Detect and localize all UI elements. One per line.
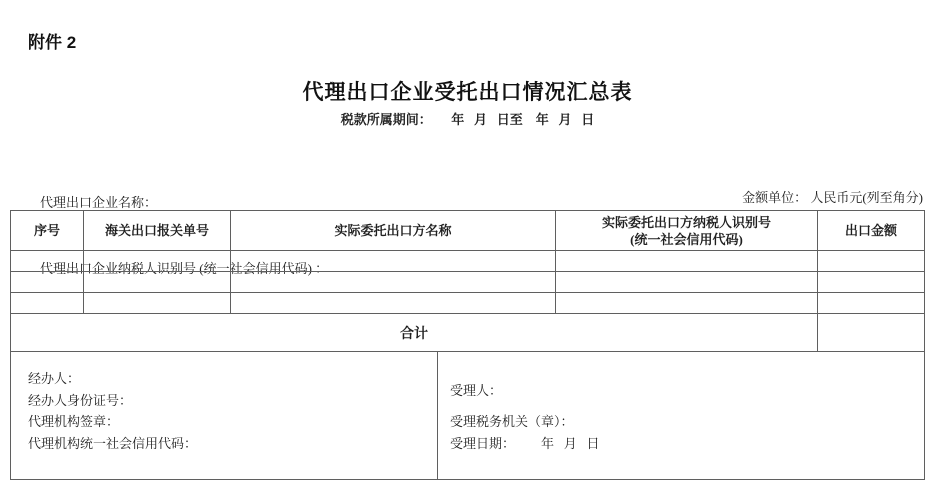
empty-cell	[818, 272, 925, 293]
agency-credit-code-label: 代理机构统一社会信用代码：	[28, 435, 198, 451]
total-label: 合计	[11, 314, 818, 352]
col-header-customs-declaration-no: 海关出口报关单号	[84, 211, 231, 251]
table-row	[11, 293, 925, 314]
table-row	[11, 251, 925, 272]
export-summary-table	[10, 210, 925, 352]
empty-cell	[556, 251, 818, 272]
col-header-consignor-taxpayer-id-line1: 实际委托出口方纳税人识别号	[601, 214, 771, 230]
empty-cell	[556, 293, 818, 314]
amount-unit-note: 金额单位： 人民币元(列至角分)	[742, 190, 923, 205]
table-row	[11, 272, 925, 293]
taxpayer-id-label: 代理出口企业纳税人识别号 (统一社会信用代码) ：	[40, 261, 329, 276]
empty-cell	[818, 293, 925, 314]
empty-cell	[84, 293, 231, 314]
empty-cell	[818, 251, 925, 272]
col-header-consignor-taxpayer-id	[556, 211, 818, 251]
tax-authority-cell	[438, 352, 924, 479]
empty-cell	[84, 272, 231, 293]
col-header-consignor-taxpayer-id-line2: (统一社会信用代码)	[630, 231, 743, 247]
agency-signature-cell	[11, 352, 438, 479]
form-title: 代理出口企业受托出口情况汇总表	[302, 80, 633, 104]
col-header-export-amount: 出口金额	[818, 211, 925, 251]
table-header-row	[11, 211, 925, 251]
col-header-consignor-name: 实际委托出口方名称	[231, 211, 556, 251]
agency-seal-label: 代理机构签章：	[28, 414, 120, 429]
summary-table	[10, 210, 925, 480]
empty-cell	[84, 251, 231, 272]
signature-section	[10, 352, 925, 480]
empty-cell	[11, 293, 84, 314]
handler-id-label: 经办人身份证号：	[28, 392, 133, 408]
total-amount-cell	[818, 314, 925, 352]
tax-period-line: 税款所属期间： 年 月 日至 年 月 日	[340, 112, 595, 127]
acceptance-date-label: 受理日期： 年 月 日	[450, 436, 600, 451]
acceptor-label: 受理人：	[450, 383, 503, 398]
company-name-label: 代理出口企业名称：	[40, 195, 158, 210]
empty-cell	[11, 272, 84, 293]
total-row	[11, 314, 925, 352]
empty-cell	[556, 272, 818, 293]
empty-cell	[11, 251, 84, 272]
col-header-seq-no: 序号	[11, 211, 84, 251]
empty-cell	[231, 272, 556, 293]
attachment-label: 附件 2	[28, 33, 77, 52]
empty-cell	[231, 251, 556, 272]
accepting-authority-label: 受理税务机关（章）：	[450, 414, 574, 429]
handler-label: 经办人：	[28, 371, 81, 386]
empty-cell	[231, 293, 556, 314]
